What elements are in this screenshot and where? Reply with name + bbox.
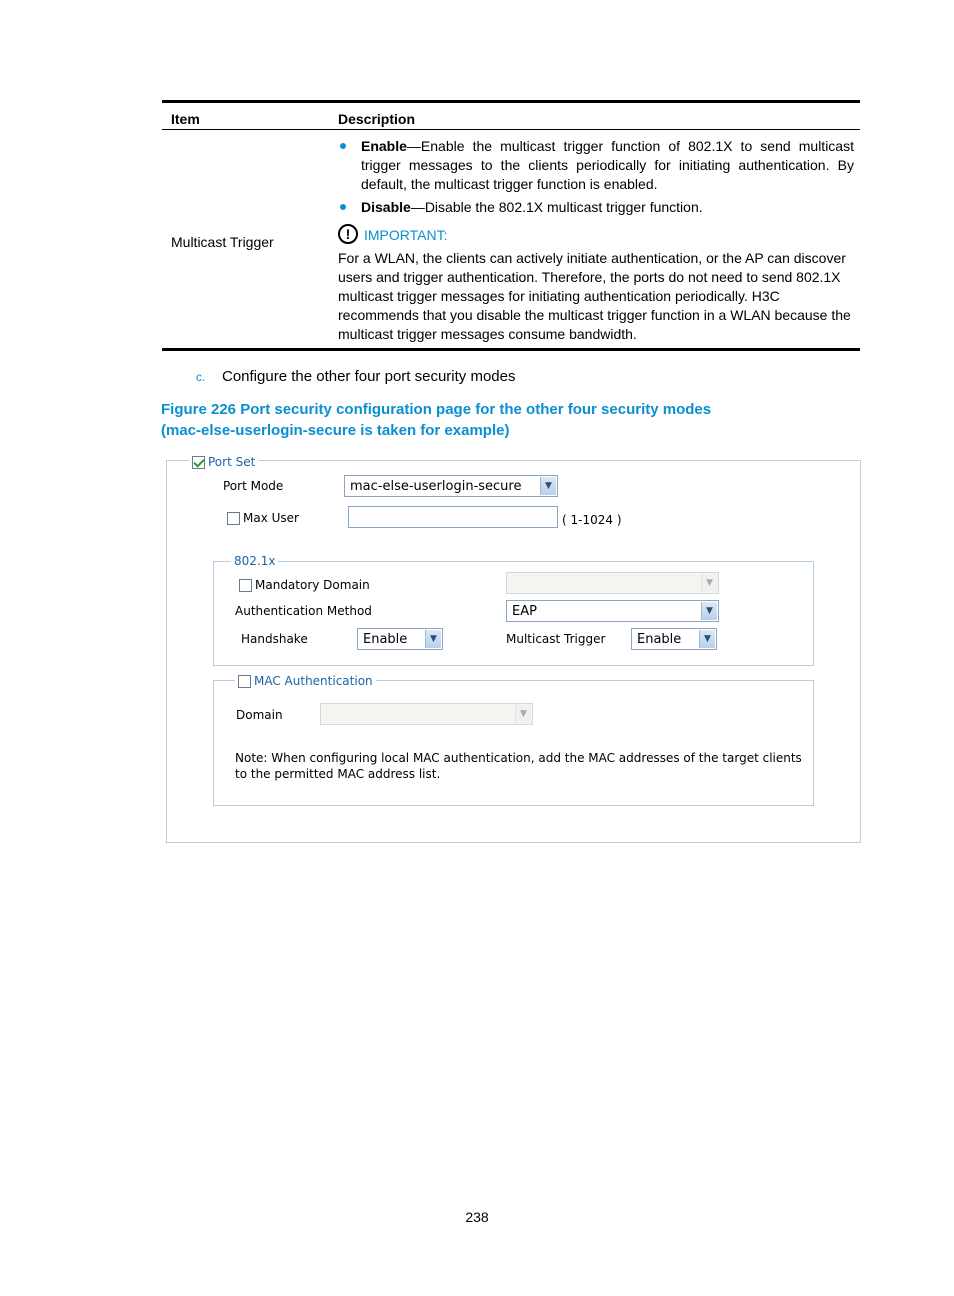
step-text: Configure the other four port security modes [222,368,516,385]
bullet-enable [338,137,854,194]
chevron-down-icon: ▼ [701,602,717,620]
port-set-label: Port Set [208,455,256,469]
auth-method-value: EAP [512,604,537,619]
important-icon: ! [338,224,358,244]
port-mode-value: mac-else-userlogin-secure [350,479,522,494]
caption-line-2: (mac-else-userlogin-secure is taken for example) [161,422,510,439]
table-header-rule [162,129,860,130]
max-user-input[interactable] [348,506,558,528]
mac-auth-note: Note: When configuring local MAC authentication, add the MAC addresses of the target clients to the permitted MAC address list. [235,751,802,781]
max-user-range: ( 1-1024 ) [562,513,622,527]
page-number: 238 [465,1209,489,1225]
port-mode-select[interactable] [344,475,558,497]
table-description-cell [338,137,854,344]
multicast-trigger-value: Enable [637,632,682,647]
important-notice [338,223,854,245]
port-set-legend [189,454,258,470]
bullet-disable [338,198,854,217]
table-item-cell: Multicast Trigger [171,234,274,250]
table-header-description: Description [338,111,416,127]
max-user-row [227,511,299,525]
auth-method-select[interactable] [506,600,719,622]
multicast-trigger-select[interactable] [631,628,717,650]
bullet-term: Disable [361,199,411,215]
mandatory-domain-checkbox[interactable] [239,579,252,592]
handshake-label: Handshake [241,632,308,646]
mac-auth-legend [235,673,376,689]
table-top-rule [162,100,860,103]
multicast-trigger-label: Multicast Trigger [506,632,606,646]
handshake-value: Enable [363,632,408,647]
max-user-checkbox[interactable] [227,512,240,525]
chevron-down-icon: ▼ [540,477,556,495]
chevron-down-icon: ▼ [701,574,717,592]
dot1x-legend: 802.1x [231,553,278,569]
handshake-select[interactable] [357,628,443,650]
bullet-text: —Enable the multicast trigger function of 802.1X to send multicast trigger messages to the clients periodically for initiating authentication. By default, the multicast trigger function is enabled. [361,138,854,192]
bullet-text: —Disable the 802.1X multicast trigger function. [410,199,703,215]
step-c [196,368,515,385]
chevron-down-icon: ▼ [699,630,715,648]
mandatory-domain-label: Mandatory Domain [255,578,370,592]
step-letter: c. [196,370,206,384]
bullet-term: Enable [361,138,407,154]
mac-domain-label: Domain [236,708,283,722]
mandatory-domain-select[interactable] [506,572,719,594]
mac-domain-select[interactable] [320,703,533,725]
port-mode-label: Port Mode [223,479,284,493]
chevron-down-icon: ▼ [425,630,441,648]
max-user-label: Max User [243,511,299,525]
auth-method-label: Authentication Method [235,604,372,618]
important-label: IMPORTANT: [364,227,448,243]
table-header-item: Item [171,111,200,127]
mac-auth-panel [213,680,814,806]
mandatory-domain-row [239,578,370,592]
figure-caption [161,399,711,441]
mac-auth-label: MAC Authentication [254,674,373,688]
table-bottom-rule [162,348,860,351]
mac-auth-checkbox[interactable] [238,675,251,688]
port-set-checkbox[interactable] [192,456,205,469]
important-text: For a WLAN, the clients can actively initiate authentication, or the AP can discover users and trigger authentication. Therefore, the ports do not need to send 802.1X multicast trigger messages for initiating authentication periodically. H3C recommends that you disable the multicast trigger function in a WLAN because the multicast trigger messages consume bandwidth. [338,250,851,342]
chevron-down-icon: ▼ [515,705,531,723]
caption-line-1: Figure 226 Port security configuration page for the other four security modes [161,401,712,418]
